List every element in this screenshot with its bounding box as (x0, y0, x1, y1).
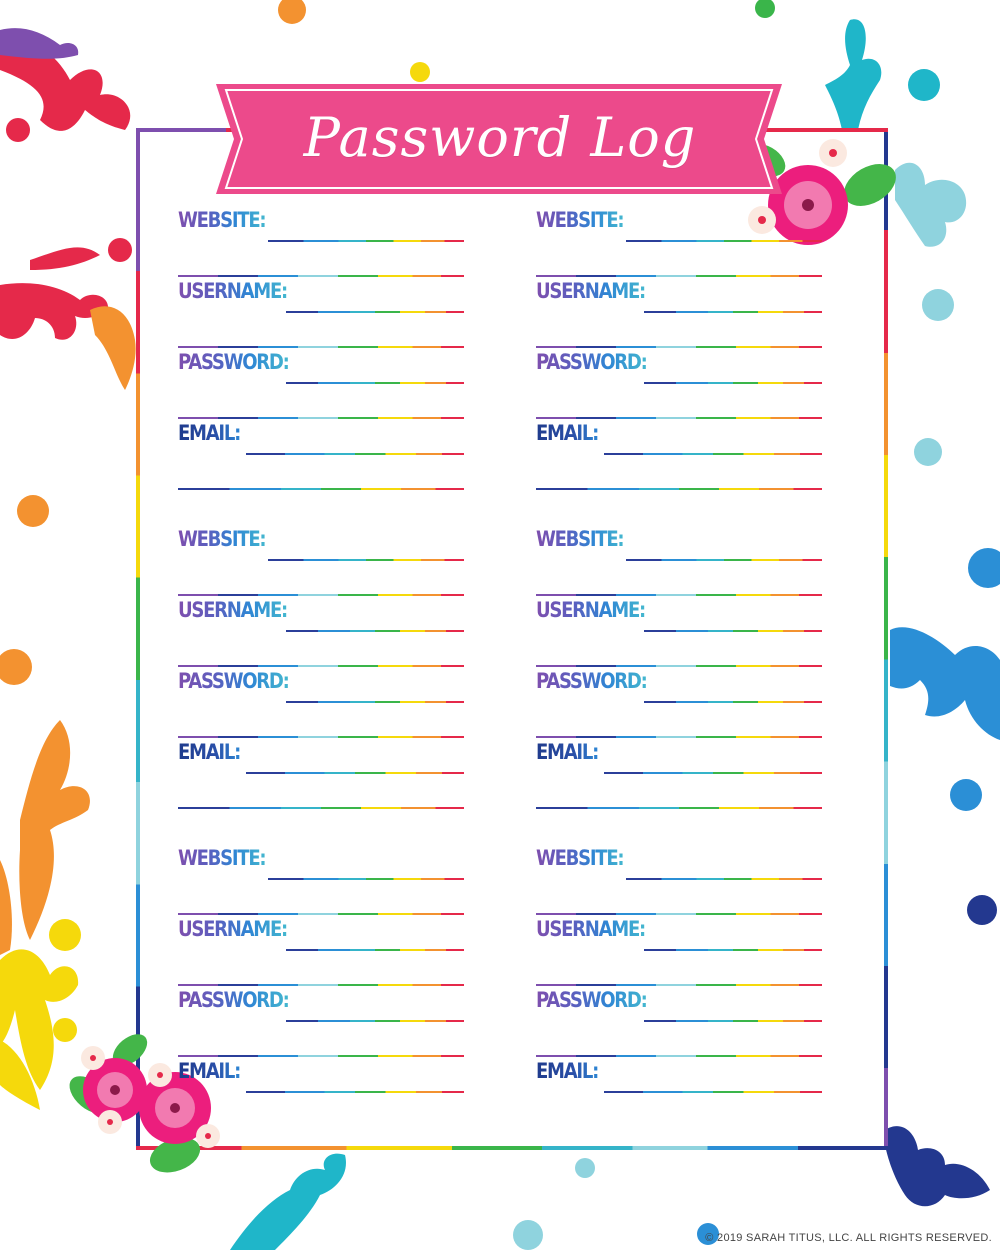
write-line[interactable] (286, 701, 464, 703)
email-label: EMAIL: (536, 740, 599, 764)
website-label: WEBSITE: (178, 846, 266, 870)
email-field[interactable] (178, 417, 464, 457)
email-label: EMAIL: (536, 1059, 599, 1083)
password-label: PASSWORD: (536, 669, 647, 693)
write-line[interactable] (644, 949, 822, 951)
divider-line (178, 275, 464, 277)
divider-line (536, 665, 822, 667)
website-field[interactable] (178, 842, 464, 882)
username-field[interactable] (178, 594, 464, 634)
divider-line (178, 736, 464, 738)
username-label: USERNAME: (178, 279, 287, 303)
password-entry (536, 523, 822, 842)
write-line[interactable] (286, 1020, 464, 1022)
username-field[interactable] (178, 913, 464, 953)
write-line[interactable] (246, 772, 464, 774)
email-label: EMAIL: (178, 421, 241, 445)
divider-line (178, 984, 464, 986)
password-field[interactable] (536, 346, 822, 386)
password-entry (536, 204, 822, 523)
email-field[interactable] (536, 417, 822, 457)
write-line[interactable] (286, 949, 464, 951)
write-line[interactable] (286, 630, 464, 632)
password-column-left (178, 204, 464, 1161)
username-label: USERNAME: (536, 598, 645, 622)
email-field[interactable] (536, 736, 822, 776)
divider-line (536, 346, 822, 348)
divider-line (536, 1055, 822, 1057)
website-field[interactable] (178, 204, 464, 244)
password-entry (178, 842, 464, 1161)
username-label: USERNAME: (536, 279, 645, 303)
website-label: WEBSITE: (178, 527, 266, 551)
divider-line (178, 1055, 464, 1057)
write-line[interactable] (626, 559, 822, 561)
username-label: USERNAME: (536, 917, 645, 941)
password-field[interactable] (178, 984, 464, 1024)
write-line[interactable] (268, 240, 464, 242)
website-field[interactable] (536, 842, 822, 882)
email-label: EMAIL: (178, 1059, 241, 1083)
password-field[interactable] (178, 346, 464, 386)
write-line[interactable] (644, 1020, 822, 1022)
write-line[interactable] (286, 382, 464, 384)
write-line[interactable] (604, 453, 822, 455)
username-field[interactable] (536, 275, 822, 315)
write-line[interactable] (644, 382, 822, 384)
write-line[interactable] (246, 453, 464, 455)
write-line[interactable] (604, 1091, 822, 1093)
divider-line (178, 913, 464, 915)
email-field[interactable] (536, 1055, 822, 1095)
password-label: PASSWORD: (178, 669, 289, 693)
copyright-notice: © 2019 SARAH TITUS, LLC. ALL RIGHTS RESERVED. (705, 1232, 992, 1244)
password-field[interactable] (536, 984, 822, 1024)
divider-line (178, 417, 464, 419)
divider-line (536, 417, 822, 419)
write-line[interactable] (626, 878, 822, 880)
password-label: PASSWORD: (178, 988, 289, 1012)
entry-end-line[interactable] (536, 807, 822, 809)
email-label: EMAIL: (178, 740, 241, 764)
entry-end-line[interactable] (178, 488, 464, 490)
password-entry (178, 204, 464, 523)
password-field[interactable] (178, 665, 464, 705)
password-entry (536, 842, 822, 1161)
email-label: EMAIL: (536, 421, 599, 445)
email-field[interactable] (178, 736, 464, 776)
password-column-right (536, 204, 822, 1161)
page-title: Password Log (303, 105, 697, 169)
password-entry (178, 523, 464, 842)
username-label: USERNAME: (178, 917, 287, 941)
website-label: WEBSITE: (536, 527, 624, 551)
write-line[interactable] (604, 772, 822, 774)
write-line[interactable] (268, 559, 464, 561)
divider-line (178, 665, 464, 667)
write-line[interactable] (644, 701, 822, 703)
write-line[interactable] (644, 311, 822, 313)
divider-line (536, 275, 822, 277)
website-label: WEBSITE: (178, 208, 266, 232)
website-label: WEBSITE: (536, 846, 624, 870)
username-field[interactable] (536, 594, 822, 634)
website-field[interactable] (178, 523, 464, 563)
entry-end-line[interactable] (536, 488, 822, 490)
write-line[interactable] (268, 878, 464, 880)
entry-end-line[interactable] (178, 807, 464, 809)
write-line[interactable] (644, 630, 822, 632)
password-label: PASSWORD: (178, 350, 289, 374)
divider-line (536, 594, 822, 596)
website-field[interactable] (536, 523, 822, 563)
write-line[interactable] (286, 311, 464, 313)
divider-line (536, 736, 822, 738)
password-label: PASSWORD: (536, 350, 647, 374)
write-line[interactable] (246, 1091, 464, 1093)
email-field[interactable] (178, 1055, 464, 1095)
divider-line (536, 984, 822, 986)
username-label: USERNAME: (178, 598, 287, 622)
website-field[interactable] (536, 204, 822, 244)
password-field[interactable] (536, 665, 822, 705)
write-line[interactable] (626, 240, 822, 242)
password-label: PASSWORD: (536, 988, 647, 1012)
username-field[interactable] (536, 913, 822, 953)
divider-line (178, 346, 464, 348)
website-label: WEBSITE: (536, 208, 624, 232)
divider-line (178, 594, 464, 596)
username-field[interactable] (178, 275, 464, 315)
divider-line (536, 913, 822, 915)
